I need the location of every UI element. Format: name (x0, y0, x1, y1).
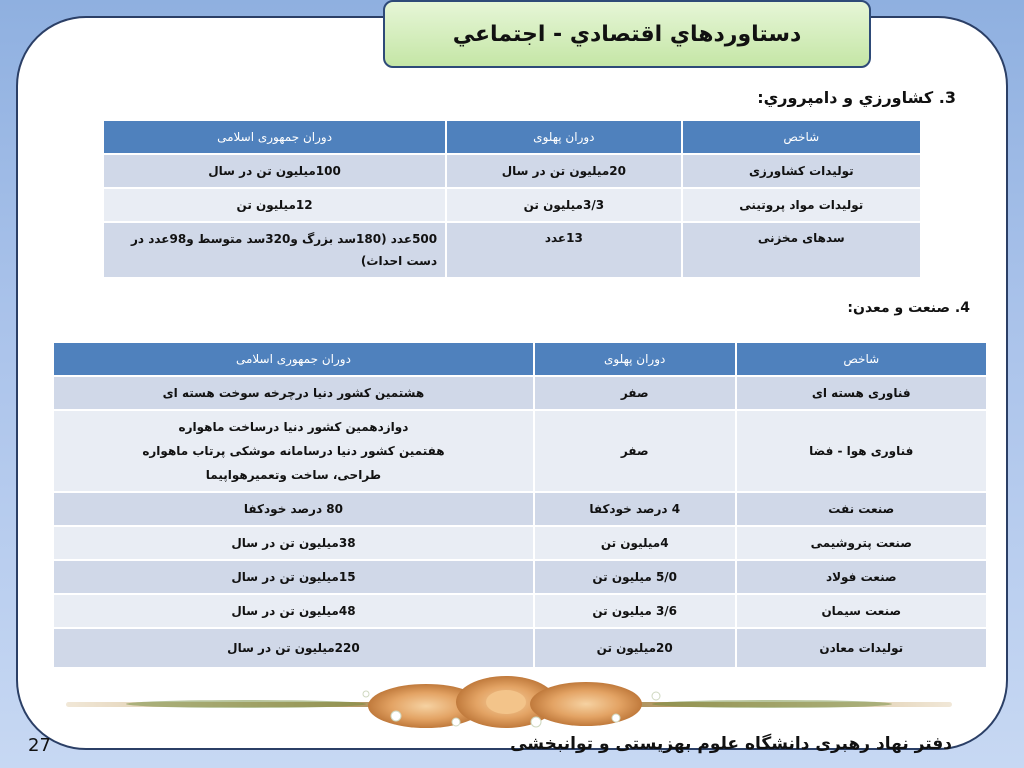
row-label: تولیدات مواد پروتینی (682, 188, 921, 222)
pahlavi-value: 5/0 میلیون تن (534, 560, 736, 594)
table-row (53, 410, 987, 492)
pahlavi-value: 13عدد (446, 222, 681, 278)
achievement-line: طراحی، ساخت وتعمیرهواپیما (205, 468, 382, 482)
agriculture-table (102, 119, 922, 279)
table-row (103, 154, 921, 188)
col-header-islamic-republic: دوران جمهوری اسلامی (53, 342, 534, 376)
islamic-republic-value (53, 410, 534, 492)
islamic-republic-value: 500عدد (180سد بزرگ و320سد متوسط و98عدد در دست احداث) (103, 222, 446, 278)
page-number: 27 (28, 735, 51, 756)
islamic-republic-value: 15میلیون تن در سال (53, 560, 534, 594)
pahlavi-value: صفر (534, 410, 736, 492)
row-label: صنعت نفت (736, 492, 987, 526)
achievement-line: دوازدهمین کشور دنیا درساخت ماهواره (178, 420, 409, 434)
row-label: فناوری هسته ای (736, 376, 987, 410)
table-row (53, 526, 987, 560)
industry-mining-table (52, 341, 988, 669)
floral-garland-divider-icon (66, 676, 952, 732)
row-label: صنعت سیمان (736, 594, 987, 628)
col-header-islamic-republic: دوران جمهوری اسلامی (103, 120, 446, 154)
islamic-republic-value: 12میلیون تن (103, 188, 446, 222)
islamic-republic-value: 38میلیون تن در سال (53, 526, 534, 560)
islamic-republic-value: هشتمین کشور دنیا درچرخه سوخت هسته ای (53, 376, 534, 410)
col-header-indicator: شاخص (682, 120, 921, 154)
pahlavi-value: 4 درصد خودکفا (534, 492, 736, 526)
row-label: تولیدات کشاورزی (682, 154, 921, 188)
pahlavi-value: 3/6 میلیون تن (534, 594, 736, 628)
section-3-heading: 3. كشاورزي و دامپروري: (757, 88, 956, 107)
pahlavi-value: 20میلیون تن (534, 628, 736, 668)
islamic-republic-value: 80 درصد خودکفا (53, 492, 534, 526)
footer-text: دفتر نهاد رهبری دانشگاه علوم بهزیستی و توانبخشی (510, 734, 952, 754)
table-row (53, 594, 987, 628)
islamic-republic-value: 220میلیون تن در سال (53, 628, 534, 668)
row-label: فناوری هوا - فضا (736, 410, 987, 492)
achievement-line: هفتمین کشور دنیا درسامانه موشکی پرتاب ماهواره (142, 444, 445, 458)
col-header-pahlavi: دوران پهلوی (534, 342, 736, 376)
islamic-republic-value: 100میلیون تن در سال (103, 154, 446, 188)
table-row (53, 560, 987, 594)
table-row (53, 376, 987, 410)
slide-title: دستاوردهاي اقتصادي - اجتماعي (383, 0, 871, 68)
row-label: صنعت پتروشیمی (736, 526, 987, 560)
table-row (103, 222, 921, 278)
row-label: صنعت فولاد (736, 560, 987, 594)
pahlavi-value: 20میلیون تن در سال (446, 154, 681, 188)
row-label: سدهای مخزنی (682, 222, 921, 278)
col-header-pahlavi: دوران پهلوی (446, 120, 681, 154)
section-4-heading: 4. صنعت و معدن: (847, 300, 970, 316)
pahlavi-value: 4میلیون تن (534, 526, 736, 560)
islamic-republic-value: 48میلیون تن در سال (53, 594, 534, 628)
table-row (103, 188, 921, 222)
row-label: تولیدات معادن (736, 628, 987, 668)
table-row (53, 628, 987, 668)
pahlavi-value: صفر (534, 376, 736, 410)
pahlavi-value: 3/3میلیون تن (446, 188, 681, 222)
table-row (53, 492, 987, 526)
col-header-indicator: شاخص (736, 342, 987, 376)
